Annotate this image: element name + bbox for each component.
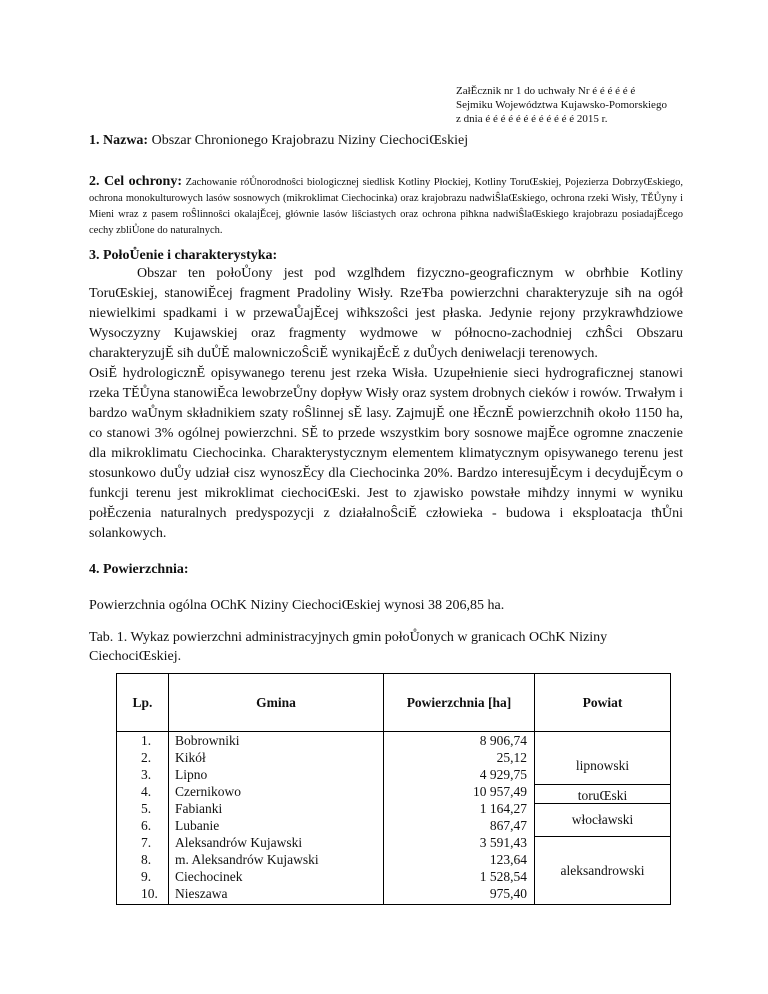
powiat-aleksandrowski: aleksandrowski <box>560 863 645 878</box>
table-cell-area: 4 929,75 <box>479 767 527 782</box>
section-area-label: 4. Powierzchnia: <box>89 562 189 577</box>
table-cell-lp: 1. <box>141 733 152 748</box>
table-cell-lp: 9. <box>141 869 152 884</box>
table-cell-lp: 6. <box>141 818 152 833</box>
header-line-1: ZałĔcznik nr 1 do uchwały Nr é é é é é é <box>456 85 636 97</box>
powiat-divider <box>535 803 670 804</box>
table-cell-gmina: Lipno <box>175 767 208 782</box>
table-cell-gmina: Lubanie <box>175 818 220 833</box>
location-paragraph-2: OsiĔ hydrologicznĔ opisywanego terenu jest rzeka Wisła. Uzupełnienie sieci hydrograficznej stanowi rzeka TĔŮyna stanowiĔca lewobrzeŮny dopływ Wisły oraz system drobnych cieków i rowów. Trwałym i bardzo waŮnym składnikiem szaty roŜlinnej sĔ lasy. ZajmujĔ one łĔcznĔ powierzchniħ około 1150 ha, co stanowi 3% ogólnej powierzchni. SĔ to przede wszystkim bory sosnowe majĔce ogromne znaczenie dla mikroklimatu Ciechocinka. Charakterystycznym elementem klimatycznym opisywanego terenu jest stosunkowo duŮy udział cisz wynoszĔcy dla Ciechocinka 20%. Bardzo interesujĔcym i decydujĔcym o funkcji terenu jest mikroklimat ciechociŒski. Jest to zjawisko powstałe miħdzy innymi w wyniku połĔczenia naturalnych predyspozycji z działalnoŜciĔ człowieka - budowa i eksploatacja tħŮni solankowych. <box>89 366 683 541</box>
resolution-header <box>456 84 667 126</box>
section-name <box>89 132 683 150</box>
powiat-divider <box>535 836 670 837</box>
powiat-torunski: toruŒski <box>577 788 628 803</box>
col-header-area-text: Powierzchnia [ha] <box>406 695 512 710</box>
section-location-label: 3. PołoŮenie i charakterystyka: <box>89 248 278 263</box>
section-location-heading <box>89 247 683 265</box>
area-total-text: Powierzchnia ogólna OChK Niziny CiechociŒskiej wynosi 38 206,85 ha. <box>89 598 505 613</box>
col-header-lp: Lp. <box>117 674 169 732</box>
table-cell-gmina: Ciechocinek <box>175 869 243 884</box>
table-cell-area: 10 957,49 <box>473 784 527 799</box>
table-caption: Tab. 1. Wykaz powierzchni administracyjnych gmin połoŮonych w granicach OChK Niziny CiechociŒskiej. <box>89 630 608 664</box>
header-line-3: z dnia é é é é é é é é é é é é 2015 r. <box>456 113 608 125</box>
table-cell-lp: 7. <box>141 835 152 850</box>
table-cell-area: 975,40 <box>489 886 527 901</box>
powiat-column <box>535 732 671 905</box>
lp-column <box>117 732 169 905</box>
gmina-column <box>169 732 384 905</box>
section-goal-text: Zachowanie róŮnorodnoŝci biologicznej siedlisk Kotliny Płockiej, Kotliny ToruŒskiej, Pojezierza DobrzyŒskiego, ochrona monokulturowych lasów sosnowych (mikroklimat Ciechocinka) oraz krajobrazu nadwiŜlaŒskiego, ochrona rzeki Wisły, TĔŮyny i Mieni wraz z pasem roŜlinnoŝci okalajĔcej, głównie lasów liŝciastych oraz ochrona piħkna nadwiŜlaŒskiego krajobrazu posiadajĔcego cechy zbliŮone do naturalnych. <box>89 177 684 236</box>
table-cell-gmina: m. Aleksandrów Kujawski <box>175 852 319 867</box>
table-cell-area: 1 164,27 <box>479 801 527 816</box>
table-body-row <box>117 732 671 905</box>
section-goal-label: 2. Cel ochrony: <box>89 174 183 189</box>
table-header-row <box>117 674 671 732</box>
table-cell-lp: 8. <box>141 852 152 867</box>
table-cell-gmina: Czernikowo <box>175 784 241 799</box>
table-cell-lp: 5. <box>141 801 152 816</box>
header-line-2: Sejmiku Województwa Kujawsko-Pomorskiego <box>456 99 667 111</box>
table-cell-lp: 3. <box>141 767 152 782</box>
table-cell-gmina: Nieszawa <box>175 886 228 901</box>
table-cell-area: 25,12 <box>496 750 527 765</box>
table-cell-gmina: Kikół <box>175 750 206 765</box>
table-cell-area: 3 591,43 <box>479 835 527 850</box>
section-name-text: Obszar Chronionego Krajobrazu Niziny CiechociŒskiej <box>151 133 469 148</box>
col-header-gmina: Gmina <box>169 674 384 732</box>
table-cell-area: 867,47 <box>489 818 527 833</box>
powiat-divider <box>535 784 670 785</box>
table-cell-area: 8 906,74 <box>479 733 527 748</box>
area-column <box>384 732 535 905</box>
table-cell-lp: 10. <box>141 886 158 901</box>
section-area-heading <box>89 561 683 579</box>
col-header-powiat: Powiat <box>535 674 671 732</box>
section-location-body <box>89 264 683 544</box>
section-goal <box>89 174 683 239</box>
table-cell-lp: 4. <box>141 784 152 799</box>
table-cell-area: 1 528,54 <box>479 869 527 884</box>
powiat-lipnowski: lipnowski <box>575 758 630 773</box>
section-name-label: 1. Nazwa: <box>89 133 149 148</box>
table-cell-gmina: Aleksandrów Kujawski <box>175 835 303 850</box>
location-paragraph-1: Obszar ten połoŮony jest pod wzglħdem fizyczno-geograficznym w obrħbie Kotliny ToruŒskiej, stanowiĔcej fragment Pradoliny Wisły. RzeŦba powierzchni charakteryzuje siħ na ogół niewielkimi spadkami i w przewaŮajĔcej wiħkszoŝci jest płaska. Jedynie rejony przykrawħdziowe Wysoczyzny Kujawskiej oraz fragmenty wydmowe w północno-zachodniej czħŜci Obszaru charakteryzujĔ siħ duŮĔ malowniczoŜciĔ wynikajĔcĔ z duŮych deniwelacji terenowych. <box>89 266 683 361</box>
table-cell-gmina: Bobrowniki <box>175 733 240 748</box>
table-cell-lp: 2. <box>141 750 152 765</box>
table-cell-gmina: Fabianki <box>175 801 223 816</box>
municipalities-table <box>116 673 671 905</box>
table-cell-area: 123,64 <box>489 852 527 867</box>
col-header-area <box>384 674 535 732</box>
powiat-wloclawski: włocławski <box>571 812 634 827</box>
